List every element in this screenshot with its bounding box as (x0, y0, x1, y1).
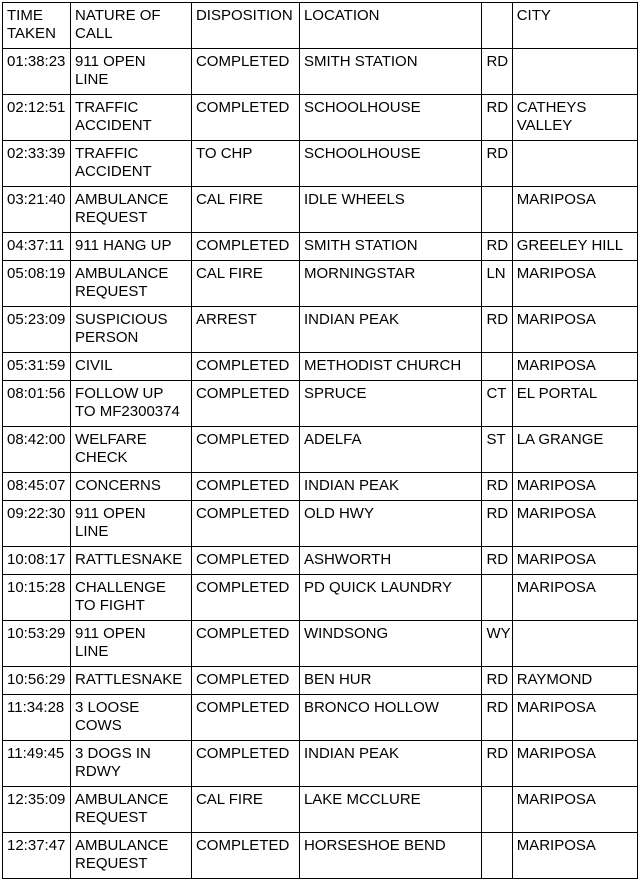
cell-location: INDIAN PEAK (299, 307, 482, 353)
table-row (3, 741, 638, 787)
cell-disposition: COMPLETED (191, 233, 299, 261)
cell-city (512, 621, 637, 667)
cell-location: ADELFA (299, 427, 482, 473)
cell-street-suffix (482, 833, 512, 879)
cell-city: MARIPOSA (512, 787, 637, 833)
cell-city: MARIPOSA (512, 473, 637, 501)
cell-disposition: COMPLETED (191, 381, 299, 427)
cell-time-taken: 01:38:23 (3, 49, 71, 95)
cell-location: PD QUICK LAUNDRY (299, 575, 482, 621)
cell-disposition: CAL FIRE (191, 787, 299, 833)
table-row (3, 473, 638, 501)
cell-location: WINDSONG (299, 621, 482, 667)
cell-location: IDLE WHEELS (299, 187, 482, 233)
cell-time-taken: 08:45:07 (3, 473, 71, 501)
cell-time-taken: 05:08:19 (3, 261, 71, 307)
cell-street-suffix: RD (482, 307, 512, 353)
cell-street-suffix: ST (482, 427, 512, 473)
table-row (3, 501, 638, 547)
cell-city: MARIPOSA (512, 353, 637, 381)
cell-nature-of-call: RATTLESNAKE (71, 667, 192, 695)
cell-city: CATHEYS VALLEY (512, 95, 637, 141)
cell-street-suffix: RD (482, 501, 512, 547)
cell-street-suffix: RD (482, 49, 512, 95)
cell-disposition: COMPLETED (191, 695, 299, 741)
table-row (3, 261, 638, 307)
cell-disposition: COMPLETED (191, 575, 299, 621)
cell-disposition: COMPLETED (191, 741, 299, 787)
cell-city: MARIPOSA (512, 501, 637, 547)
cell-location: SMITH STATION (299, 49, 482, 95)
cell-nature-of-call: AMBULANCE REQUEST (71, 787, 192, 833)
table-row (3, 381, 638, 427)
cell-disposition: COMPLETED (191, 473, 299, 501)
cell-nature-of-call: AMBULANCE REQUEST (71, 261, 192, 307)
table-row (3, 233, 638, 261)
cell-disposition: CAL FIRE (191, 187, 299, 233)
cell-city: RAYMOND (512, 667, 637, 695)
cell-nature-of-call: SUSPICIOUS PERSON (71, 307, 192, 353)
cell-city (512, 49, 637, 95)
cell-location: METHODIST CHURCH (299, 353, 482, 381)
cell-street-suffix: RD (482, 547, 512, 575)
table-row (3, 187, 638, 233)
cell-nature-of-call: 911 OPEN LINE (71, 621, 192, 667)
cell-location: ASHWORTH (299, 547, 482, 575)
cell-time-taken: 09:22:30 (3, 501, 71, 547)
cell-city: MARIPOSA (512, 741, 637, 787)
cell-city: MARIPOSA (512, 187, 637, 233)
header-city: CITY (512, 3, 637, 49)
cell-time-taken: 02:33:39 (3, 141, 71, 187)
table-row (3, 695, 638, 741)
cell-street-suffix: RD (482, 233, 512, 261)
cell-street-suffix: CT (482, 381, 512, 427)
cell-time-taken: 10:53:29 (3, 621, 71, 667)
cell-time-taken: 05:23:09 (3, 307, 71, 353)
cell-disposition: COMPLETED (191, 353, 299, 381)
cell-street-suffix (482, 353, 512, 381)
cell-city: MARIPOSA (512, 833, 637, 879)
table-row (3, 141, 638, 187)
header-time-taken: TIME TAKEN (3, 3, 71, 49)
cell-time-taken: 05:31:59 (3, 353, 71, 381)
cell-location: LAKE MCCLURE (299, 787, 482, 833)
cell-street-suffix: WY (482, 621, 512, 667)
cell-city: GREELEY HILL (512, 233, 637, 261)
cell-location: HORSESHOE BEND (299, 833, 482, 879)
table-row (3, 787, 638, 833)
table-row (3, 95, 638, 141)
header-disposition: DISPOSITION (191, 3, 299, 49)
cell-street-suffix: RD (482, 695, 512, 741)
call-log-body (3, 49, 638, 879)
cell-nature-of-call: CONCERNS (71, 473, 192, 501)
header-nature-of-call: NATURE OF CALL (71, 3, 192, 49)
cell-city: EL PORTAL (512, 381, 637, 427)
header-row (3, 3, 638, 49)
cell-nature-of-call: TRAFFIC ACCIDENT (71, 95, 192, 141)
header-street-suffix (482, 3, 512, 49)
table-row (3, 621, 638, 667)
header-location: LOCATION (299, 3, 482, 49)
cell-time-taken: 11:49:45 (3, 741, 71, 787)
cell-city: MARIPOSA (512, 575, 637, 621)
cell-location: BEN HUR (299, 667, 482, 695)
cell-nature-of-call: TRAFFIC ACCIDENT (71, 141, 192, 187)
cell-location: SCHOOLHOUSE (299, 141, 482, 187)
cell-street-suffix (482, 787, 512, 833)
table-row (3, 667, 638, 695)
cell-time-taken: 11:34:28 (3, 695, 71, 741)
cell-disposition: COMPLETED (191, 547, 299, 575)
cell-city: MARIPOSA (512, 547, 637, 575)
cell-location: SPRUCE (299, 381, 482, 427)
cell-disposition: COMPLETED (191, 427, 299, 473)
cell-disposition: COMPLETED (191, 621, 299, 667)
cell-location: OLD HWY (299, 501, 482, 547)
cell-disposition: COMPLETED (191, 501, 299, 547)
cell-nature-of-call: 3 DOGS IN RDWY (71, 741, 192, 787)
cell-time-taken: 10:08:17 (3, 547, 71, 575)
cell-time-taken: 04:37:11 (3, 233, 71, 261)
cell-city: LA GRANGE (512, 427, 637, 473)
cell-city (512, 141, 637, 187)
cell-disposition: COMPLETED (191, 95, 299, 141)
table-row (3, 49, 638, 95)
cell-city: MARIPOSA (512, 695, 637, 741)
cell-disposition: ARREST (191, 307, 299, 353)
cell-street-suffix: LN (482, 261, 512, 307)
cell-street-suffix: RD (482, 141, 512, 187)
cell-time-taken: 10:15:28 (3, 575, 71, 621)
cell-nature-of-call: RATTLESNAKE (71, 547, 192, 575)
cell-disposition: COMPLETED (191, 49, 299, 95)
call-log-table (2, 2, 638, 879)
cell-nature-of-call: 911 HANG UP (71, 233, 192, 261)
table-row (3, 427, 638, 473)
table-row (3, 833, 638, 879)
table-row (3, 575, 638, 621)
cell-disposition: COMPLETED (191, 667, 299, 695)
cell-nature-of-call: AMBULANCE REQUEST (71, 187, 192, 233)
cell-time-taken: 08:01:56 (3, 381, 71, 427)
cell-location: MORNINGSTAR (299, 261, 482, 307)
cell-city: MARIPOSA (512, 307, 637, 353)
cell-nature-of-call: CHALLENGE TO FIGHT (71, 575, 192, 621)
cell-street-suffix: RD (482, 473, 512, 501)
cell-nature-of-call: AMBULANCE REQUEST (71, 833, 192, 879)
cell-city: MARIPOSA (512, 261, 637, 307)
cell-time-taken: 12:37:47 (3, 833, 71, 879)
cell-time-taken: 08:42:00 (3, 427, 71, 473)
cell-street-suffix: RD (482, 95, 512, 141)
cell-location: SCHOOLHOUSE (299, 95, 482, 141)
table-row (3, 307, 638, 353)
cell-disposition: TO CHP (191, 141, 299, 187)
cell-disposition: COMPLETED (191, 833, 299, 879)
cell-location: INDIAN PEAK (299, 741, 482, 787)
cell-nature-of-call: WELFARE CHECK (71, 427, 192, 473)
cell-street-suffix: RD (482, 667, 512, 695)
cell-nature-of-call: 911 OPEN LINE (71, 501, 192, 547)
cell-time-taken: 02:12:51 (3, 95, 71, 141)
cell-nature-of-call: CIVIL (71, 353, 192, 381)
cell-location: BRONCO HOLLOW (299, 695, 482, 741)
cell-street-suffix (482, 187, 512, 233)
cell-location: INDIAN PEAK (299, 473, 482, 501)
cell-street-suffix: RD (482, 741, 512, 787)
cell-time-taken: 03:21:40 (3, 187, 71, 233)
cell-time-taken: 12:35:09 (3, 787, 71, 833)
cell-time-taken: 10:56:29 (3, 667, 71, 695)
cell-disposition: CAL FIRE (191, 261, 299, 307)
cell-nature-of-call: 911 OPEN LINE (71, 49, 192, 95)
table-row (3, 547, 638, 575)
cell-nature-of-call: FOLLOW UP TO MF2300374 (71, 381, 192, 427)
cell-location: SMITH STATION (299, 233, 482, 261)
cell-street-suffix (482, 575, 512, 621)
table-row (3, 353, 638, 381)
cell-nature-of-call: 3 LOOSE COWS (71, 695, 192, 741)
